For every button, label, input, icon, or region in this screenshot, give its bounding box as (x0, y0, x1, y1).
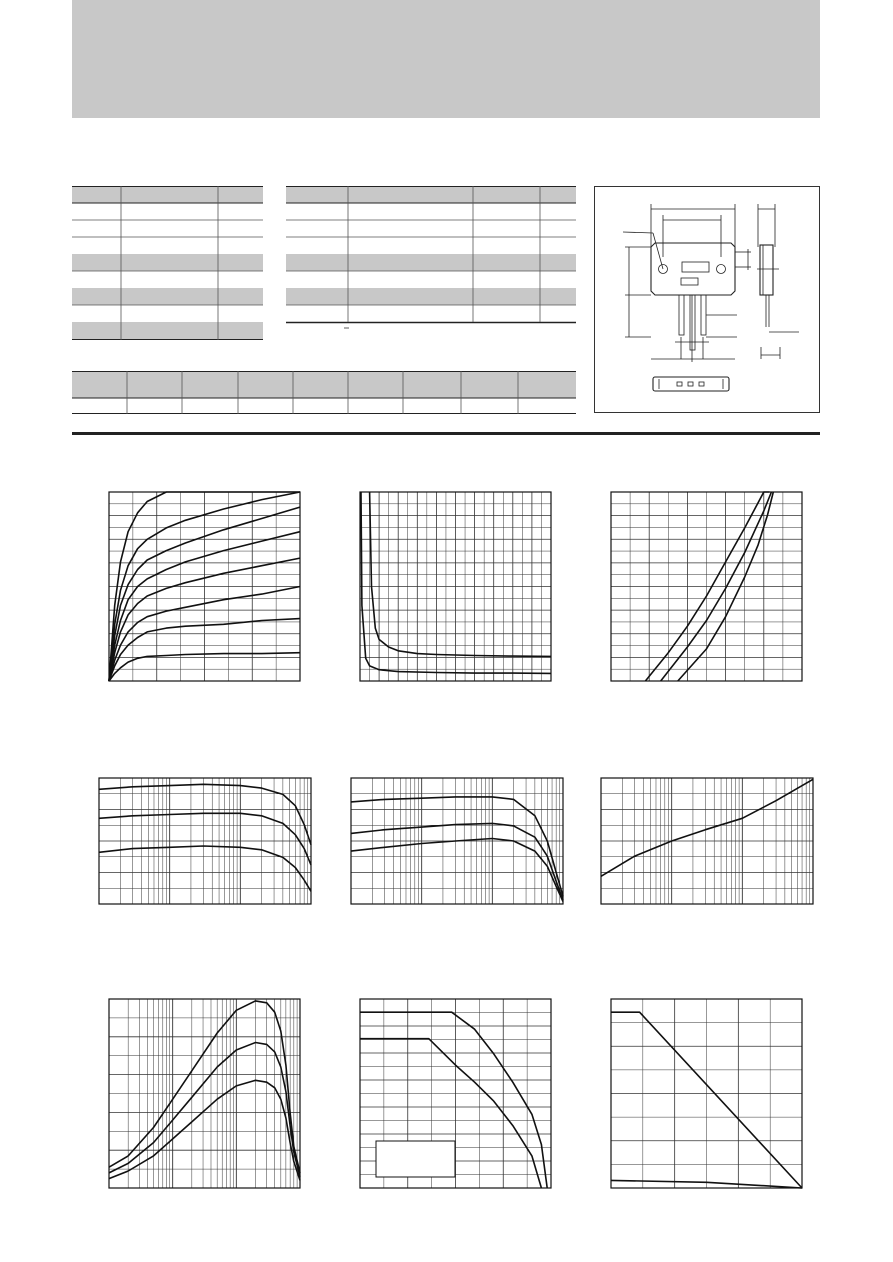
chart-5-plot (350, 777, 564, 905)
c5-series-b (351, 823, 563, 900)
chart-9 (610, 998, 803, 1189)
chart-8 (359, 998, 552, 1189)
chart-3 (610, 491, 803, 682)
chart-7-plot (108, 998, 301, 1189)
chart-1-plot (108, 491, 301, 682)
chart-1 (108, 491, 301, 682)
section-divider (72, 432, 820, 435)
hfe-rank-table (72, 371, 576, 415)
c5-series-c (351, 839, 563, 902)
chart-5 (350, 777, 564, 905)
chart-2-plot (359, 491, 552, 682)
c8-legend-box (376, 1141, 455, 1177)
c7-grid (109, 999, 300, 1188)
chart-6 (600, 777, 814, 905)
c4-grid (99, 778, 311, 904)
abs-max-table-grid (72, 186, 263, 341)
chart-4 (98, 777, 312, 905)
c9-grid (611, 999, 802, 1188)
electrical-table (286, 186, 576, 341)
chart-7 (108, 998, 301, 1189)
chart-9-plot (610, 998, 803, 1189)
chart-2 (359, 491, 552, 682)
c7-series-c (109, 1080, 300, 1180)
electrical-table-grid (286, 186, 576, 341)
chart-4-plot (98, 777, 312, 905)
package-drawing (594, 186, 820, 413)
abs-max-table (72, 186, 263, 341)
header-banner (72, 0, 820, 118)
c7-series-a (109, 1001, 300, 1173)
c2-grid (360, 492, 551, 681)
hfe-rank-table-grid (72, 371, 576, 415)
c4-series-a (99, 784, 311, 845)
c4-series-c (99, 846, 311, 891)
c4-series-b (99, 813, 311, 865)
c2-series-a (370, 492, 551, 656)
c3-grid (611, 492, 802, 681)
chart-6-plot (600, 777, 814, 905)
chart-3-plot (610, 491, 803, 682)
chart-8-plot (359, 998, 552, 1189)
c5-series-a (351, 797, 563, 897)
package-outline-icon (595, 187, 819, 412)
